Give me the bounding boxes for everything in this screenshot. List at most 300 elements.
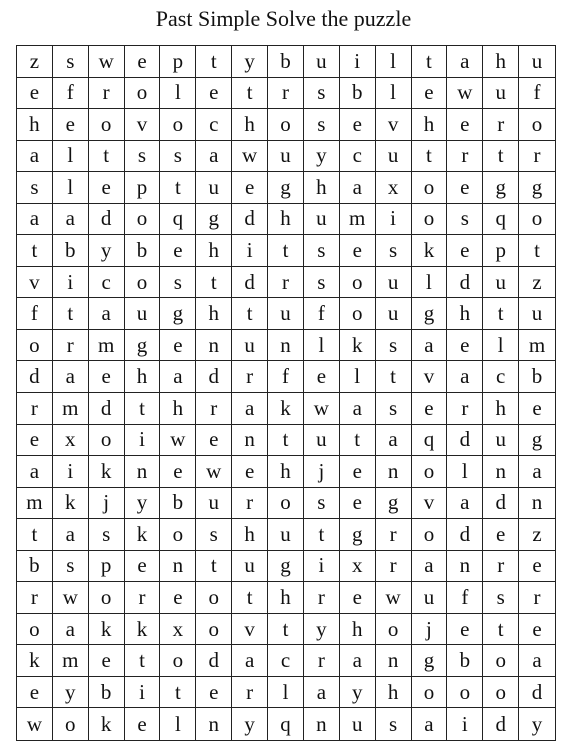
grid-cell: h [304, 172, 340, 204]
grid-cell: h [232, 519, 268, 551]
grid-cell: s [304, 488, 340, 520]
grid-cell: s [304, 78, 340, 110]
grid-cell: u [483, 78, 519, 110]
grid-cell: u [232, 551, 268, 583]
grid-cell: l [53, 172, 89, 204]
grid-cell: m [519, 330, 555, 362]
grid-cell: o [483, 645, 519, 677]
grid-cell: h [412, 109, 448, 141]
grid-cell: e [196, 425, 232, 457]
grid-cell: a [447, 361, 483, 393]
grid-cell: t [196, 551, 232, 583]
grid-cell: o [376, 614, 412, 646]
grid-cell: e [160, 235, 196, 267]
grid-cell: r [483, 109, 519, 141]
grid-cell: b [519, 361, 555, 393]
grid-cell: u [196, 172, 232, 204]
grid-cell: e [17, 425, 53, 457]
grid-cell: o [268, 109, 304, 141]
grid-cell: r [376, 519, 412, 551]
grid-cell: a [196, 141, 232, 173]
grid-cell: v [376, 109, 412, 141]
grid-cell: t [519, 235, 555, 267]
grid-cell: e [483, 519, 519, 551]
grid-cell: n [196, 330, 232, 362]
grid-cell: o [483, 677, 519, 709]
grid-cell: e [412, 78, 448, 110]
grid-cell: l [376, 78, 412, 110]
grid-cell: h [232, 109, 268, 141]
grid-cell: i [53, 456, 89, 488]
grid-cell: s [304, 267, 340, 299]
grid-cell: o [125, 267, 161, 299]
grid-cell: e [340, 582, 376, 614]
grid-cell: b [53, 235, 89, 267]
grid-cell: e [17, 78, 53, 110]
grid-cell: v [412, 488, 448, 520]
grid-cell: r [232, 361, 268, 393]
grid-cell: s [17, 172, 53, 204]
grid-cell: w [376, 582, 412, 614]
grid-cell: x [340, 551, 376, 583]
grid-cell: s [53, 551, 89, 583]
grid-cell: j [412, 614, 448, 646]
grid-cell: e [160, 582, 196, 614]
grid-cell: h [340, 614, 376, 646]
grid-cell: t [340, 425, 376, 457]
grid-cell: e [340, 109, 376, 141]
grid-cell: o [53, 708, 89, 740]
grid-cell: a [160, 361, 196, 393]
grid-cell: s [304, 109, 340, 141]
grid-cell: t [125, 393, 161, 425]
grid-cell: u [376, 141, 412, 173]
grid-cell: o [125, 78, 161, 110]
grid-cell: r [304, 582, 340, 614]
grid-cell: r [268, 267, 304, 299]
grid-cell: h [196, 298, 232, 330]
grid-cell: a [17, 204, 53, 236]
grid-cell: s [304, 235, 340, 267]
grid-cell: l [53, 141, 89, 173]
grid-cell: b [89, 677, 125, 709]
grid-cell: i [53, 267, 89, 299]
grid-cell: r [304, 645, 340, 677]
grid-cell: s [376, 708, 412, 740]
grid-cell: o [160, 645, 196, 677]
grid-cell: h [160, 393, 196, 425]
grid-cell: m [340, 204, 376, 236]
grid-cell: n [519, 488, 555, 520]
grid-cell: u [304, 204, 340, 236]
grid-cell: o [412, 456, 448, 488]
grid-cell: a [447, 46, 483, 78]
grid-cell: g [483, 172, 519, 204]
grid-cell: a [53, 361, 89, 393]
grid-cell: k [89, 456, 125, 488]
grid-cell: k [268, 393, 304, 425]
grid-cell: r [17, 393, 53, 425]
grid-cell: e [519, 614, 555, 646]
grid-cell: o [17, 330, 53, 362]
grid-cell: o [268, 488, 304, 520]
grid-cell: w [17, 708, 53, 740]
grid-cell: y [531, 711, 543, 736]
grid-cell: o [447, 677, 483, 709]
grid-cell: a [304, 677, 340, 709]
grid-cell: r [483, 551, 519, 583]
grid-cell: y [232, 708, 268, 740]
grid-cell: h [376, 677, 412, 709]
grid-cell: a [412, 330, 448, 362]
grid-cell: o [412, 204, 448, 236]
grid-cell: y [125, 488, 161, 520]
grid-cell: q [483, 204, 519, 236]
grid-cell: h [447, 298, 483, 330]
grid-cell: a [412, 708, 448, 740]
grid-cell: p [125, 172, 161, 204]
grid-cell: s [376, 393, 412, 425]
grid-cell: e [519, 393, 555, 425]
grid-cell: a [519, 645, 555, 677]
grid-cell: v [232, 614, 268, 646]
grid-cell: q [412, 425, 448, 457]
grid-cell: o [89, 582, 125, 614]
grid-cell: g [376, 488, 412, 520]
grid-cell: n [196, 708, 232, 740]
grid-cell: x [376, 172, 412, 204]
grid-cell: f [519, 78, 555, 110]
word-search-grid [16, 45, 556, 741]
grid-cell: o [89, 109, 125, 141]
grid-cell: b [447, 645, 483, 677]
grid-cell: a [89, 298, 125, 330]
grid-cell: e [232, 172, 268, 204]
grid-cell: i [376, 204, 412, 236]
grid-cell: o [340, 298, 376, 330]
grid-cell: h [196, 235, 232, 267]
grid-cell: u [376, 267, 412, 299]
grid-cell: y [232, 46, 268, 78]
grid-cell: d [483, 488, 519, 520]
grid-cell: j [304, 456, 340, 488]
grid-cell: z [519, 519, 555, 551]
grid-cell: x [53, 425, 89, 457]
grid-cell: r [232, 677, 268, 709]
grid-cell: t [160, 677, 196, 709]
grid-cell: d [232, 267, 268, 299]
grid-cell: a [376, 425, 412, 457]
grid-cell: t [232, 298, 268, 330]
grid-cell: e [412, 393, 448, 425]
grid-cell: t [483, 614, 519, 646]
grid-cell: o [160, 109, 196, 141]
grid-cell: e [340, 235, 376, 267]
grid-cell: d [17, 361, 53, 393]
grid-cell: b [268, 46, 304, 78]
grid-cell: l [376, 46, 412, 78]
grid-cell: w [232, 141, 268, 173]
grid-cell: e [17, 677, 53, 709]
grid-cell: a [340, 393, 376, 425]
grid-cell: y [340, 677, 376, 709]
grid-cell: z [519, 267, 555, 299]
grid-cell: u [304, 46, 340, 78]
grid-cell: t [268, 425, 304, 457]
grid-cell: h [483, 46, 519, 78]
grid-cell: c [483, 361, 519, 393]
grid-cell: s [125, 141, 161, 173]
grid-cell: s [376, 330, 412, 362]
grid-cell: e [53, 109, 89, 141]
grid-cell: a [340, 172, 376, 204]
grid-cell: f [268, 361, 304, 393]
grid-cell: t [125, 645, 161, 677]
grid-cell: u [483, 267, 519, 299]
grid-cell: t [304, 519, 340, 551]
grid-cell: g [196, 204, 232, 236]
grid-cell: b [340, 78, 376, 110]
grid-cell: e [125, 551, 161, 583]
grid-cell: n [447, 551, 483, 583]
grid-cell: p [89, 551, 125, 583]
grid-cell: k [340, 330, 376, 362]
grid-cell: l [340, 361, 376, 393]
grid-cell: a [53, 519, 89, 551]
grid-cell: i [340, 46, 376, 78]
grid-cell: o [89, 425, 125, 457]
grid-cell: l [160, 78, 196, 110]
grid-cell: u [340, 708, 376, 740]
grid-cell: m [53, 393, 89, 425]
grid-cell: s [376, 235, 412, 267]
grid-cell: t [412, 141, 448, 173]
grid-cell: e [160, 330, 196, 362]
grid-cell: e [447, 330, 483, 362]
grid-cell: h [268, 204, 304, 236]
grid-cell: u [125, 298, 161, 330]
grid-cell: h [268, 582, 304, 614]
grid-cell: d [196, 361, 232, 393]
grid-cell: b [160, 488, 196, 520]
grid-cell: a [17, 141, 53, 173]
grid-cell: r [376, 551, 412, 583]
grid-cell: q [268, 708, 304, 740]
grid-cell: r [447, 141, 483, 173]
grid-cell: n [160, 551, 196, 583]
grid-cell: r [17, 582, 53, 614]
grid-cell: d [519, 677, 555, 709]
grid-cell: c [196, 109, 232, 141]
grid-cell: e [340, 456, 376, 488]
grid-cell: t [412, 46, 448, 78]
grid-cell: k [89, 708, 125, 740]
grid-cell: e [447, 172, 483, 204]
grid-cell: n [125, 456, 161, 488]
grid-cell: t [160, 172, 196, 204]
grid-cell: f [304, 298, 340, 330]
grid-cell: a [340, 645, 376, 677]
grid-cell: c [340, 141, 376, 173]
grid-cell: a [232, 645, 268, 677]
grid-cell: n [232, 425, 268, 457]
grid-cell: w [196, 456, 232, 488]
grid-cell: a [17, 456, 53, 488]
grid-cell: u [376, 298, 412, 330]
grid-cell: b [125, 235, 161, 267]
grid-cell: g [519, 172, 555, 204]
grid-cell: v [17, 267, 53, 299]
grid-cell: o [196, 582, 232, 614]
grid-cell: g [268, 172, 304, 204]
grid-cell: a [53, 614, 89, 646]
grid-cell: u [519, 298, 555, 330]
grid-cell: y [53, 677, 89, 709]
grid-cell: m [53, 645, 89, 677]
grid-cell: l [160, 708, 196, 740]
grid-cell: e [519, 551, 555, 583]
grid-cell: y [89, 235, 125, 267]
grid-cell: s [160, 267, 196, 299]
grid-cell: w [53, 582, 89, 614]
grid-cell: i [232, 235, 268, 267]
grid-cell: k [53, 488, 89, 520]
grid-cell: e [160, 456, 196, 488]
grid-cell: d [447, 425, 483, 457]
grid-cell: f [53, 78, 89, 110]
grid-cell: h [125, 361, 161, 393]
grid-cell: f [17, 298, 53, 330]
grid-cell: p [160, 46, 196, 78]
grid-cell: i [125, 425, 161, 457]
grid-cell: t [196, 267, 232, 299]
grid-cell: d [483, 708, 519, 740]
grid-cell: s [447, 204, 483, 236]
grid-cell: u [268, 298, 304, 330]
grid-cell: x [160, 614, 196, 646]
grid-cell: n [376, 456, 412, 488]
grid-cell: r [447, 393, 483, 425]
grid-cell: r [89, 78, 125, 110]
grid-cell: l [412, 267, 448, 299]
grid-cell: z [17, 46, 53, 78]
grid-cell: d [447, 519, 483, 551]
grid-cell: g [160, 298, 196, 330]
grid-cell: u [196, 488, 232, 520]
grid-cell: u [304, 425, 340, 457]
grid-cell: a [447, 488, 483, 520]
grid-cell: s [196, 519, 232, 551]
grid-cell: y [304, 141, 340, 173]
grid-cell: a [53, 204, 89, 236]
grid-cell: t [89, 141, 125, 173]
grid-cell: l [447, 456, 483, 488]
grid-cell: t [232, 582, 268, 614]
grid-cell: e [196, 78, 232, 110]
grid-cell: f [447, 582, 483, 614]
grid-cell: v [125, 109, 161, 141]
grid-cell: k [89, 614, 125, 646]
grid-cell: g [125, 330, 161, 362]
grid-cell: w [304, 393, 340, 425]
grid-cell: e [89, 172, 125, 204]
grid-cell: t [268, 235, 304, 267]
puzzle-title: Past Simple Solve the puzzle [155, 6, 412, 31]
grid-cell: e [340, 488, 376, 520]
grid-cell: g [340, 519, 376, 551]
grid-cell: i [125, 677, 161, 709]
grid-cell: i [447, 708, 483, 740]
grid-cell: e [232, 456, 268, 488]
grid-cell: b [17, 551, 53, 583]
grid-cell: e [196, 677, 232, 709]
grid-cell: t [53, 298, 89, 330]
grid-cell: o [412, 519, 448, 551]
grid-cell: n [304, 708, 340, 740]
grid-cell: u [412, 582, 448, 614]
grid-cell: c [268, 645, 304, 677]
grid-cell: r [519, 141, 555, 173]
grid-cell: g [412, 645, 448, 677]
grid-cell: t [483, 298, 519, 330]
grid-cell: d [89, 204, 125, 236]
grid-cell: t [268, 614, 304, 646]
grid-cell: a [519, 456, 555, 488]
grid-cell: e [125, 708, 161, 740]
grid-cell: s [483, 582, 519, 614]
grid-cell: e [89, 361, 125, 393]
grid-cell: r [268, 78, 304, 110]
grid-cell: o [125, 204, 161, 236]
grid-cell: o [519, 204, 555, 236]
grid-cell: m [89, 330, 125, 362]
grid-cell: l [268, 677, 304, 709]
grid-cell: t [232, 78, 268, 110]
grid-cell: e [447, 614, 483, 646]
grid-cell: y [304, 614, 340, 646]
grid-cell: a [412, 551, 448, 583]
grid-cell: n [268, 330, 304, 362]
grid-cell: e [447, 235, 483, 267]
grid-cell: t [483, 141, 519, 173]
grid-cell: o [196, 614, 232, 646]
grid-cell: o [160, 519, 196, 551]
grid-cell: o [17, 614, 53, 646]
grid-cell: u [519, 46, 555, 78]
grid-cell: w [447, 78, 483, 110]
grid-cell: d [196, 645, 232, 677]
grid-cell: r [196, 393, 232, 425]
grid-cell: g [412, 298, 448, 330]
grid-cell: c [89, 267, 125, 299]
grid-cell: w [89, 46, 125, 78]
grid-cell: t [17, 235, 53, 267]
grid-cell: h [268, 456, 304, 488]
grid-cell: u [268, 141, 304, 173]
grid-cell: l [304, 330, 340, 362]
grid-cell: u [268, 519, 304, 551]
grid-cell: e [447, 109, 483, 141]
grid-cell: n [376, 645, 412, 677]
grid-cell: i [304, 551, 340, 583]
grid-cell: d [447, 267, 483, 299]
grid-cell: p [483, 235, 519, 267]
grid-cell: h [17, 109, 53, 141]
grid-cell: e [304, 361, 340, 393]
grid-cell: s [53, 46, 89, 78]
grid-cell: h [483, 393, 519, 425]
grid-cell: r [53, 330, 89, 362]
